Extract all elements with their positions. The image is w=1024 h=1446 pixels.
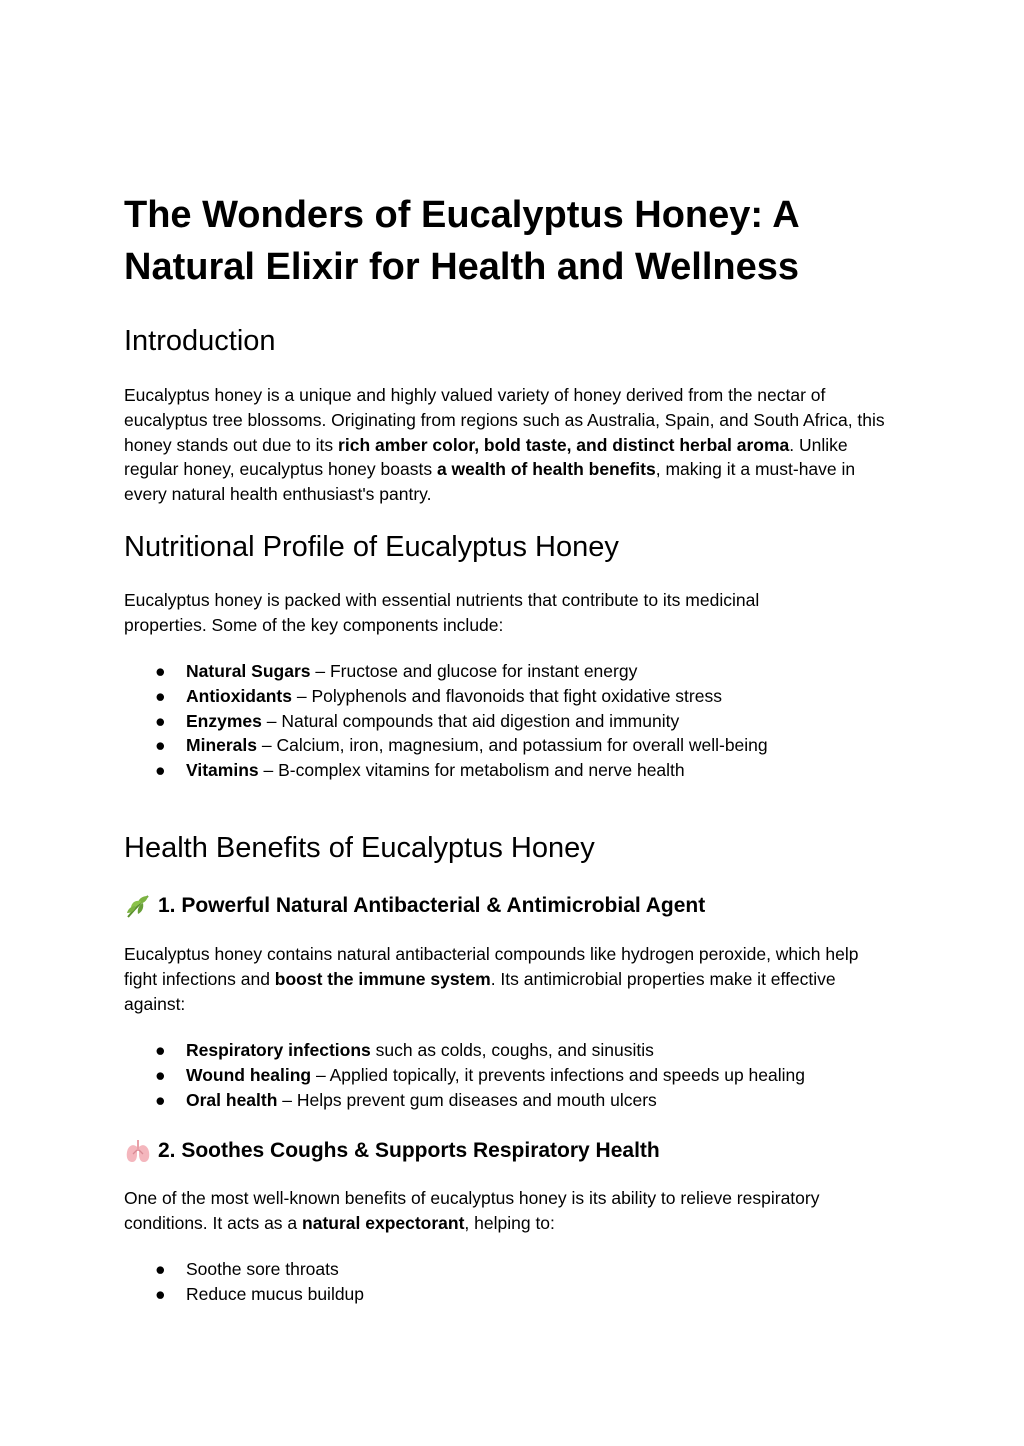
list-item	[124, 709, 768, 734]
herb-icon	[124, 892, 152, 920]
intro-text-1: Eucalyptus honey is a unique and highly valued variety of honey derived from the nectar of eucalyptus tree blossoms. Originating from regions such as Australia, Spain, and South Africa, this honey stands out due to its	[124, 385, 885, 455]
item-text: – Fructose and glucose for instant energy	[310, 661, 638, 681]
list-item	[124, 1282, 364, 1307]
benefits-heading: Health Benefits of Eucalyptus Honey	[124, 832, 595, 864]
nutrition-heading: Nutritional Profile of Eucalyptus Honey	[124, 531, 619, 563]
list-item	[124, 684, 768, 709]
item-bold: Enzymes	[186, 710, 262, 731]
item-text: – B-complex vitamins for metabolism and nerve health	[258, 760, 685, 781]
item-bold: Oral health	[186, 1089, 278, 1110]
item-text: – Polyphenols and flavonoids that fight oxidative stress	[291, 685, 722, 706]
list-item	[124, 1038, 805, 1063]
benefit-1-text-1: Eucalyptus honey contains natural antibacterial compounds like hydrogen peroxide, which help fight infections and	[124, 944, 859, 989]
item-text: such as colds, coughs, and sinusitis	[370, 1040, 654, 1060]
benefit-2-heading	[124, 1137, 660, 1165]
intro-bold-1: rich amber color, bold taste, and distinct herbal aroma	[338, 434, 790, 455]
item-text: – Calcium, iron, magnesium, and potassium for overall well-being	[257, 735, 768, 756]
benefit-1-list	[124, 1038, 805, 1112]
benefit-1-paragraph	[124, 942, 894, 1016]
intro-text-3: , making it a must-have in every natural health enthusiast's pantry.	[124, 459, 856, 505]
bullet-icon: ●	[155, 1283, 166, 1304]
intro-bold-2: a wealth of health benefits	[436, 459, 656, 480]
document-title: The Wonders of Eucalyptus Honey: A Natural Elixir for Health and Wellness	[124, 194, 800, 288]
item-bold: Wound healing	[186, 1064, 312, 1085]
bullet-icon: ●	[155, 710, 166, 731]
benefit-2-text-1: One of the most well-known benefits of eucalyptus honey is its ability to relieve respiratory conditions. It acts as a	[124, 1188, 820, 1233]
intro-paragraph	[124, 383, 899, 507]
list-item	[124, 1088, 805, 1113]
benefit-1-bold: boost the immune system	[274, 968, 491, 989]
bullet-icon: ●	[155, 685, 166, 706]
benefit-2-paragraph	[124, 1186, 894, 1236]
item-bold: Minerals	[186, 735, 257, 756]
bullet-icon: ●	[155, 1040, 166, 1060]
benefit-1-heading	[124, 892, 705, 920]
nutrition-list	[124, 659, 768, 783]
nutrition-paragraph: Eucalyptus honey is packed with essential nutrients that contribute to its medicinal properties. Some of the key components include:	[124, 590, 760, 635]
benefit-2-text-2: , helping to:	[464, 1212, 555, 1233]
benefit-1-title: 1. Powerful Natural Antibacterial & Antimicrobial Agent	[158, 894, 706, 917]
list-item	[124, 733, 768, 758]
intro-text-2: . Unlike regular honey, eucalyptus honey boasts	[124, 434, 848, 480]
benefit-2-bold: natural expectorant	[302, 1212, 465, 1233]
item-text: – Applied topically, it prevents infections and speeds up healing	[311, 1064, 805, 1085]
item-text: Soothe sore throats	[186, 1259, 339, 1279]
list-item	[124, 659, 768, 684]
list-item	[124, 758, 768, 783]
item-text: Reduce mucus buildup	[186, 1283, 365, 1304]
lungs-icon	[124, 1137, 152, 1165]
bullet-icon: ●	[155, 1089, 166, 1110]
list-item	[124, 1063, 805, 1088]
item-bold: Respiratory infections	[186, 1040, 371, 1060]
item-bold: Natural Sugars	[186, 661, 311, 681]
item-bold: Vitamins	[186, 760, 259, 781]
intro-heading: Introduction	[124, 325, 276, 357]
bullet-icon: ●	[155, 1259, 166, 1279]
bullet-icon: ●	[155, 1064, 166, 1085]
item-bold: Antioxidants	[186, 685, 292, 706]
bullet-icon: ●	[155, 760, 166, 781]
item-text: – Helps prevent gum diseases and mouth ulcers	[277, 1089, 657, 1110]
benefit-2-title: 2. Soothes Coughs & Supports Respiratory Health	[158, 1139, 660, 1162]
item-text: – Natural compounds that aid digestion and immunity	[261, 710, 680, 731]
bullet-icon: ●	[155, 735, 166, 756]
benefit-2-list	[124, 1257, 364, 1307]
list-item	[124, 1257, 364, 1282]
bullet-icon: ●	[155, 661, 166, 681]
benefit-1-text-2: . Its antimicrobial properties make it effective against:	[124, 968, 836, 1014]
